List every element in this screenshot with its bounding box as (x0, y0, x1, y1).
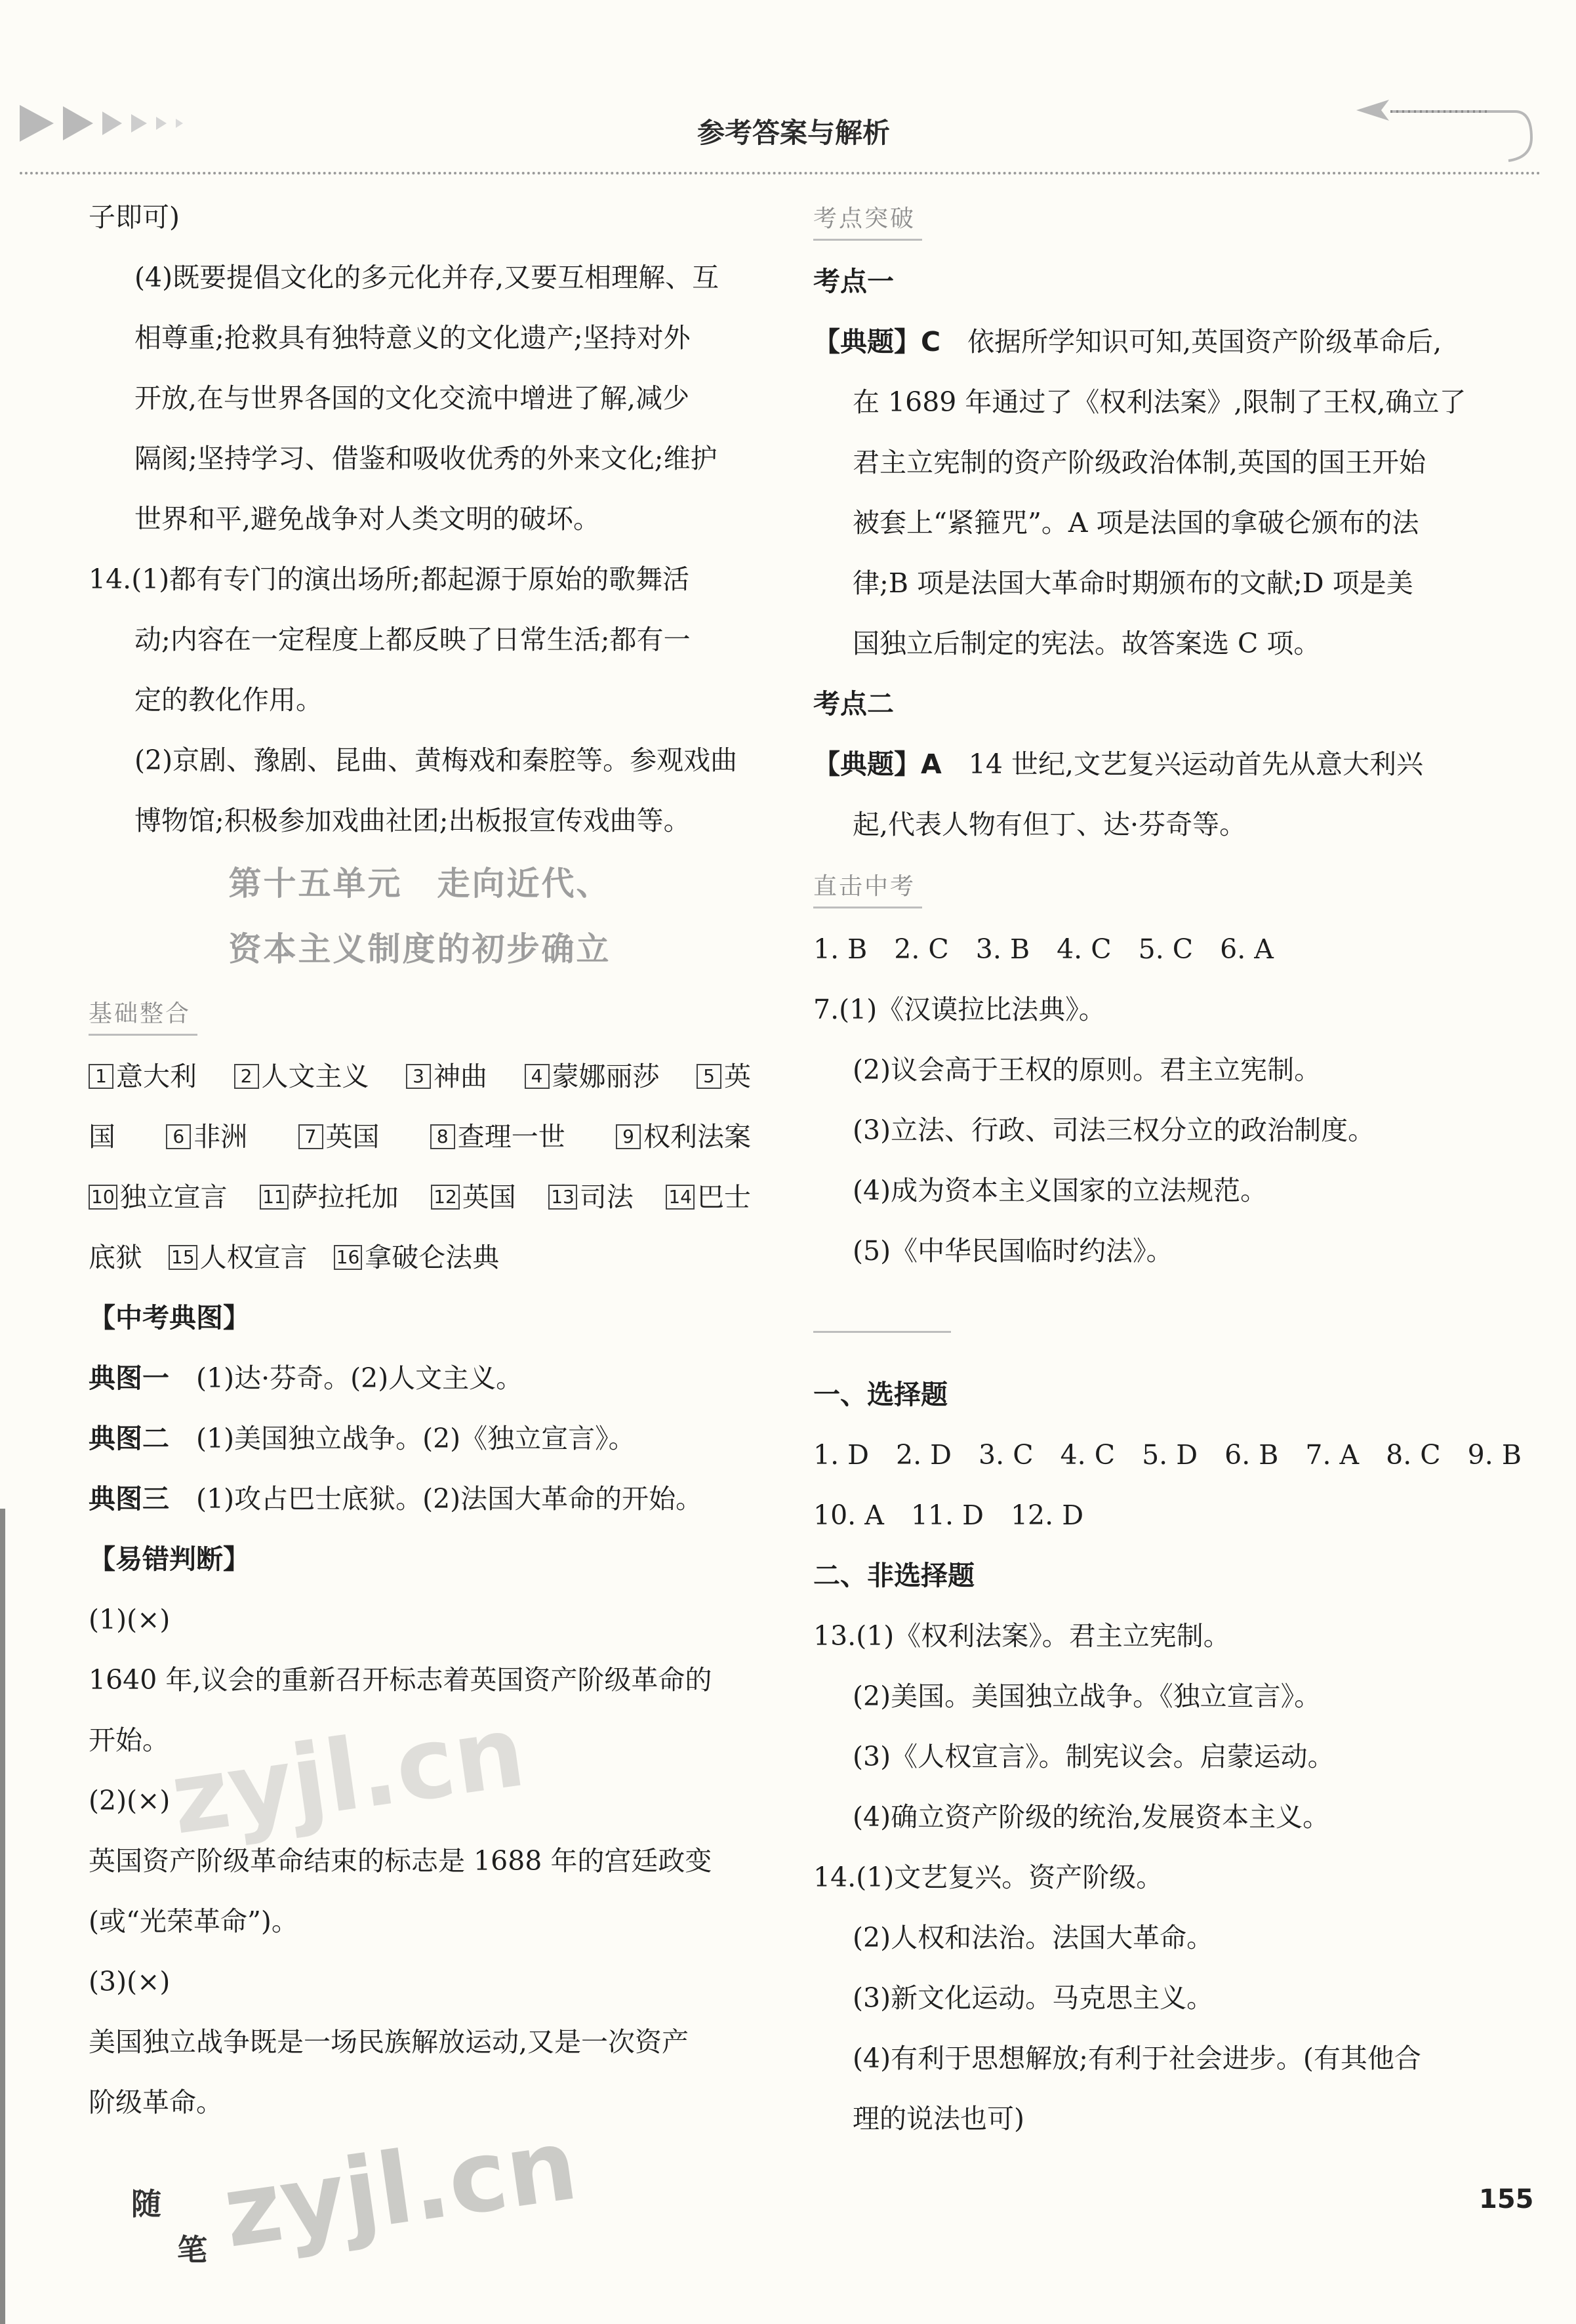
line-text: 世界和平,避免战争对人类文明的破坏。 (134, 503, 601, 535)
fill-item (548, 1167, 634, 1227)
line-text: 依据所学知识可知,英国资产阶级革命后, (940, 326, 1442, 357)
line-text: 【中考典图】 (89, 1302, 250, 1334)
text-line (89, 1650, 751, 1710)
line-text: (2)人权和法治。法国大革命。 (853, 1922, 1214, 1953)
blank-number-box: 4 (525, 1064, 550, 1089)
line-text: 英国资产阶级革命结束的标志是 1688 年的宫廷政变 (89, 1845, 712, 1877)
text-line (813, 1100, 1495, 1160)
fill-item (666, 1167, 751, 1227)
text-line (813, 1847, 1495, 1907)
text-line (813, 372, 1495, 432)
text-line (813, 1787, 1495, 1847)
text-line (89, 428, 751, 489)
blank-number-box: 14 (666, 1185, 695, 1210)
blank-number-box: 1 (89, 1064, 113, 1089)
fill-answer: 国 (89, 1121, 115, 1152)
line-text: 二、非选择题 (813, 1560, 975, 1591)
page-number: 155 (1479, 2184, 1534, 2214)
text-line (813, 251, 1495, 312)
blank-number-box: 8 (430, 1124, 455, 1149)
text-line (89, 308, 751, 368)
text-line (813, 1968, 1495, 2028)
unit-title-line-2: 资本主义制度的初步确立 (228, 929, 611, 968)
fill-item (169, 1227, 308, 1288)
fill-item (334, 1227, 500, 1288)
line-text: 1. B 2. C 3. B 4. C 5. C 6. A (813, 933, 1274, 965)
blank-number-box: 12 (431, 1185, 460, 1210)
line-lead: 典图三 (89, 1483, 169, 1515)
answer-lines-left (89, 187, 751, 851)
text-line (813, 1907, 1495, 1968)
text-line (813, 312, 1495, 372)
text-line (89, 187, 751, 247)
line-text: (2)(×) (89, 1785, 171, 1816)
watermark: zyjl.cn (216, 2108, 584, 2270)
text-line (89, 1529, 751, 1589)
text-line (813, 1040, 1495, 1100)
text-line (89, 489, 751, 549)
line-text: 13.(1)《权利法案》。君主立宪制。 (813, 1620, 1230, 1652)
fill-item (616, 1107, 751, 1167)
line-text: 在 1689 年通过了《权利法案》,限制了王权,确立了 (853, 386, 1466, 418)
text-line (813, 1606, 1495, 1666)
fill-item (89, 1167, 228, 1227)
text-line (813, 1364, 1495, 1425)
fill-answer: 查理一世 (457, 1121, 565, 1152)
text-line (813, 613, 1495, 674)
text-line (813, 1425, 1522, 1485)
fill-item (430, 1107, 565, 1167)
line-text: 10. A 11. D 12. D (813, 1499, 1084, 1531)
line-text: 1640 年,议会的重新召开标志着英国资产阶级革命的 (89, 1664, 712, 1696)
section-label-basic: 基础整合 (89, 994, 197, 1036)
text-line (89, 368, 751, 428)
page-header (0, 0, 1576, 197)
line-text: 子即可) (89, 201, 180, 233)
fill-item (89, 1227, 142, 1288)
fill-answer: 蒙娜丽莎 (552, 1061, 660, 1092)
line-text: 国独立后制定的宪法。故答案选 C 项。 (853, 628, 1321, 659)
fill-answer: 神曲 (434, 1061, 487, 1092)
fill-item (260, 1167, 399, 1227)
text-line (813, 1485, 1495, 1545)
line-text: 14.(1)文艺复兴。资产阶级。 (813, 1862, 1163, 1893)
text-line (813, 919, 1495, 979)
blank-number-box: 2 (234, 1064, 259, 1089)
line-text: (2)议会高于王权的原则。君主立宪制。 (853, 1054, 1322, 1086)
text-line (89, 1348, 751, 1408)
fill-answer: 英国 (325, 1121, 380, 1152)
text-line (813, 1160, 1495, 1221)
line-text: (2)京剧、豫剧、昆曲、黄梅戏和秦腔等。参观戏曲 (134, 744, 738, 776)
line-text: 14.(1)都有专门的演出场所;都起源于原始的歌舞活 (89, 563, 690, 595)
text-line (89, 670, 751, 730)
line-text: 被套上“紧箍咒”。A 项是法国的拿破仑颁布的法 (853, 507, 1419, 539)
blank-number-box: 6 (166, 1124, 191, 1149)
fill-item (525, 1046, 660, 1107)
line-text: (4)成为资本主义国家的立法规范。 (853, 1175, 1268, 1206)
text-line (813, 2089, 1495, 2149)
binding-edge (0, 1509, 25, 2324)
fill-answer: 非洲 (193, 1121, 248, 1152)
line-text: 起,代表人物有但丁、达·芬奇等。 (853, 809, 1247, 840)
fill-answer: 人文主义 (261, 1061, 369, 1092)
fill-in-answers (89, 1046, 751, 1288)
line-text: (或“光荣革命”)。 (89, 1906, 298, 1937)
fill-item (431, 1167, 516, 1227)
blank-number-box: 15 (169, 1245, 197, 1270)
text-line (89, 2072, 751, 2132)
blank-number-box: 13 (548, 1185, 577, 1210)
text-line (813, 734, 1495, 794)
line-text: 1. D 2. D 3. C 4. C 5. D 6. B 7. A 8. C 9. B (813, 1439, 1522, 1471)
line-text: 定的教化作用。 (134, 684, 323, 716)
fill-item (166, 1107, 247, 1167)
header-divider (20, 172, 1541, 174)
line-text: 考点二 (813, 688, 894, 720)
text-line (813, 979, 1495, 1040)
text-line (813, 493, 1495, 553)
answer-lines-right-2 (813, 919, 1495, 1281)
line-lead: 典图二 (89, 1423, 169, 1454)
blank-number-box: 16 (334, 1245, 363, 1270)
text-line (813, 1545, 1495, 1606)
line-text: 君主立宪制的资产阶级政治体制,英国的国王开始 (853, 447, 1426, 478)
text-line (813, 1726, 1495, 1787)
fill-answer: 意大利 (116, 1061, 197, 1092)
fill-answer: 权利法案 (643, 1121, 751, 1152)
fill-answer: 巴士 (697, 1181, 751, 1213)
fill-item (298, 1107, 380, 1167)
line-text: (3)新文化运动。马克思主义。 (853, 1982, 1214, 2014)
line-text: 考点一 (813, 266, 894, 297)
line-text: 开始。 (89, 1724, 169, 1756)
text-line (89, 1469, 751, 1529)
text-line (89, 790, 751, 851)
line-text: 动;内容在一定程度上都反映了日常生活;都有一 (134, 624, 691, 655)
line-lead: 【典题】A (813, 748, 942, 780)
right-column (813, 187, 1522, 2149)
line-text: (1)达·芬奇。(2)人文主义。 (169, 1362, 523, 1394)
line-text: (3)(×) (89, 1966, 171, 1997)
text-line (89, 2012, 751, 2072)
fill-item (89, 1046, 197, 1107)
line-text: 美国独立战争既是一场民族解放运动,又是一次资产 (89, 2026, 689, 2058)
section-label-blank (813, 1292, 951, 1333)
text-line (813, 432, 1495, 493)
line-text: 7.(1)《汉谟拉比法典》。 (813, 994, 1106, 1025)
text-line (813, 2028, 1495, 2089)
line-text: (3)《人权宣言》。制宪议会。启蒙运动。 (853, 1741, 1335, 1772)
line-text: (5)《中华民国临时约法》。 (853, 1235, 1173, 1267)
text-line (89, 1288, 751, 1348)
fill-answer: 独立宣言 (119, 1181, 228, 1213)
line-text: (4)确立资产阶级的统治,发展资本主义。 (853, 1801, 1330, 1833)
text-line (89, 609, 751, 670)
page-header-title: 参考答案与解析 (697, 117, 890, 149)
notes-label-char-2: 笔 (177, 2232, 207, 2268)
section-label-breakthrough: 考点突破 (813, 199, 922, 241)
line-text: (1)攻占巴士底狱。(2)法国大革命的开始。 (169, 1483, 703, 1515)
line-text: (3)立法、行政、司法三权分立的政治制度。 (853, 1114, 1375, 1146)
text-line (89, 1589, 751, 1650)
fill-row (89, 1227, 751, 1288)
text-line (89, 549, 751, 609)
text-line (89, 730, 751, 790)
fill-answer: 英国 (462, 1181, 516, 1213)
text-line (813, 1221, 1495, 1281)
unit-title (89, 851, 751, 982)
blank-number-box: 10 (89, 1185, 117, 1210)
fill-item (89, 1107, 115, 1167)
line-text: 博物馆;积极参加戏曲社团;出板报宣传戏曲等。 (134, 805, 691, 836)
text-line (89, 247, 751, 308)
blank-number-box: 9 (616, 1124, 641, 1149)
fill-answer: 人权宣言 (199, 1242, 308, 1273)
text-line (813, 553, 1495, 613)
header-arrow-icon (1351, 92, 1535, 164)
fill-item (234, 1046, 369, 1107)
line-text: 隔阂;坚持学习、借鉴和吸收优秀的外来文化;维护 (134, 443, 717, 474)
line-lead: 【典题】C (813, 326, 941, 357)
fill-answer: 萨拉托加 (291, 1181, 399, 1213)
line-text: (1)美国独立战争。(2)《独立宣言》。 (169, 1423, 636, 1454)
text-line (89, 1951, 751, 2012)
line-text: 相尊重;抢救具有独特意义的文化遗产;坚持对外 (134, 322, 691, 354)
text-line (813, 1666, 1495, 1726)
line-text: 开放,在与世界各国的文化交流中增进了解,减少 (134, 382, 690, 414)
line-text: (4)既要提倡文化的多元化并存,又要互相理解、互 (134, 262, 719, 293)
unit-title-line-1: 第十五单元 走向近代、 (228, 864, 611, 903)
blank-number-box: 7 (298, 1124, 323, 1149)
fill-item (697, 1046, 751, 1107)
blank-number-box: 5 (697, 1064, 721, 1089)
fill-answer: 拿破仑法典 (365, 1242, 500, 1273)
fill-answer: 底狱 (89, 1242, 142, 1273)
line-text: 14 世纪,文艺复兴运动首先从意大利兴 (941, 748, 1423, 780)
fill-item (406, 1046, 487, 1107)
line-text: 阶级革命。 (89, 2087, 223, 2118)
line-text: (1)(×) (89, 1604, 171, 1635)
text-line (813, 794, 1495, 855)
line-text: (2)美国。美国独立战争。《独立宣言》。 (853, 1681, 1322, 1712)
arrow-decoration (20, 105, 183, 142)
blank-number-box: 11 (260, 1185, 289, 1210)
notes-label-char-1: 随 (131, 2186, 161, 2222)
watermark: zyjl.cn (164, 1694, 532, 1857)
line-text: 【易错判断】 (89, 1543, 250, 1575)
text-line (813, 674, 1495, 734)
fill-row (89, 1107, 751, 1167)
line-text: (4)有利于思想解放;有利于社会进步。(有其他合 (853, 2043, 1421, 2074)
line-text: 理的说法也可) (853, 2103, 1024, 2134)
fill-answer: 司法 (579, 1181, 634, 1213)
line-text: 律;B 项是法国大革命时期颁布的文献;D 项是美 (853, 567, 1413, 599)
answer-lines-right-1 (813, 251, 1495, 855)
text-line (89, 1891, 751, 1951)
fill-answer: 英 (724, 1061, 751, 1092)
text-line (89, 1408, 751, 1469)
blank-number-box: 3 (406, 1064, 431, 1089)
answer-lines-right-3 (813, 1364, 1522, 2149)
fill-row (89, 1046, 751, 1107)
line-text: 一、选择题 (813, 1379, 948, 1410)
line-lead: 典图一 (89, 1362, 169, 1394)
fill-row (89, 1167, 751, 1227)
section-label-exam: 直击中考 (813, 867, 922, 908)
